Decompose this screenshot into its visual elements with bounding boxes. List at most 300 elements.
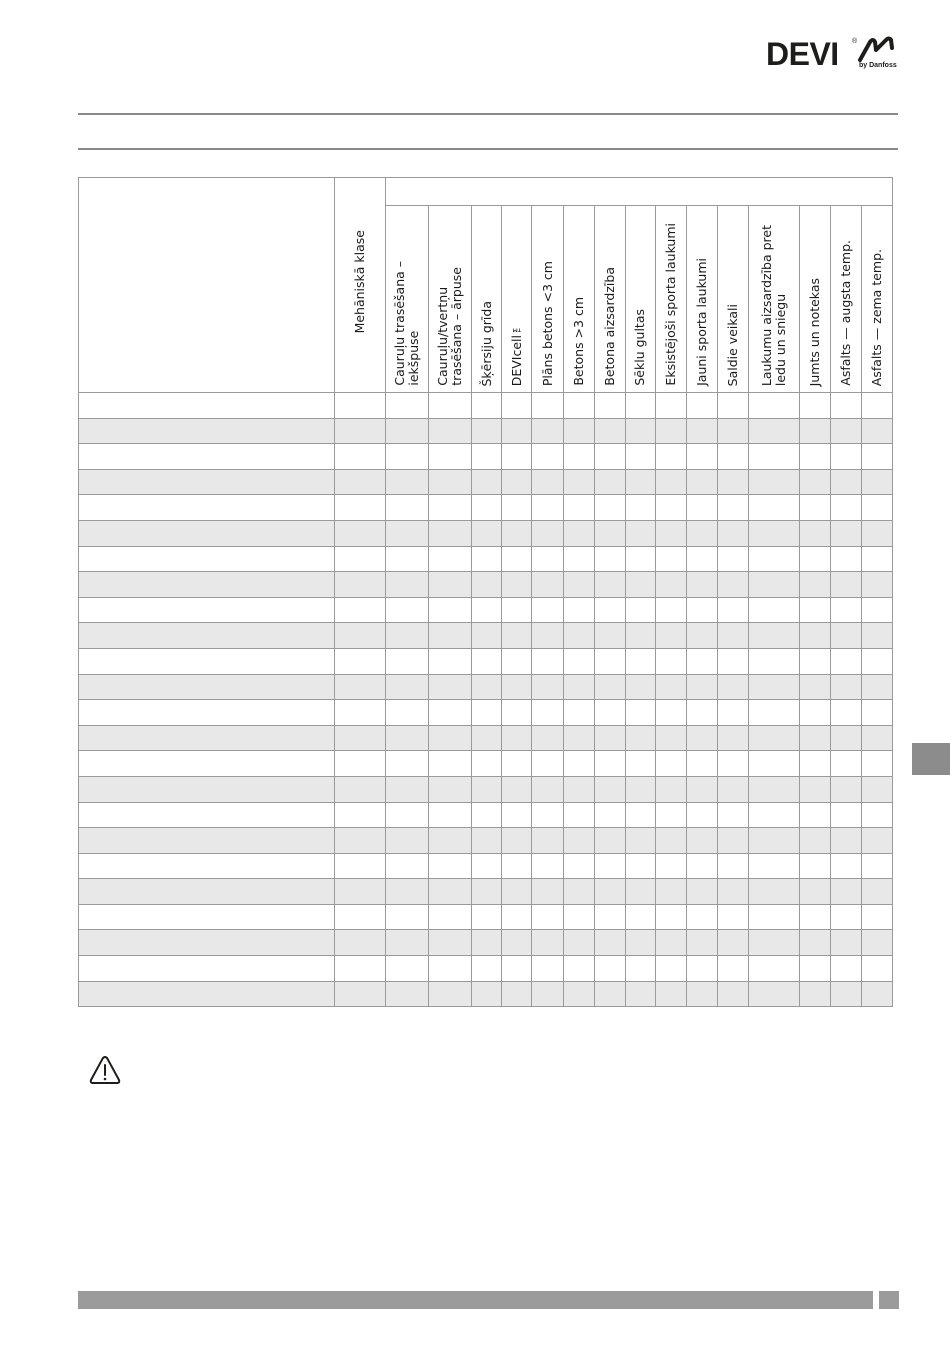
table-cell <box>472 597 502 623</box>
table-cell <box>686 930 717 956</box>
table-cell <box>502 623 532 649</box>
table-cell <box>429 572 472 598</box>
table-cell <box>502 393 532 419</box>
table-cell <box>386 623 429 649</box>
table-cell <box>799 674 830 700</box>
table-cell <box>386 444 429 470</box>
table-cell <box>717 393 748 419</box>
table-cell <box>563 648 594 674</box>
table-cell <box>79 904 335 930</box>
table-cell <box>594 444 625 470</box>
table-cell <box>472 623 502 649</box>
table-cell <box>655 495 686 521</box>
table-cell <box>532 828 563 854</box>
table-cell <box>799 802 830 828</box>
table-cell <box>655 572 686 598</box>
table-cell <box>748 930 799 956</box>
table-row <box>79 520 893 546</box>
table-cell <box>655 674 686 700</box>
table-cell <box>335 444 386 470</box>
table-cell <box>861 444 892 470</box>
table-cell <box>386 879 429 905</box>
table-cell <box>861 802 892 828</box>
table-cell <box>686 648 717 674</box>
table-cell <box>594 418 625 444</box>
table-cell <box>472 418 502 444</box>
table-cell <box>563 597 594 623</box>
table-cell <box>799 546 830 572</box>
table-row <box>79 981 893 1007</box>
table-cell <box>79 853 335 879</box>
table-cell <box>386 674 429 700</box>
table-cell <box>429 879 472 905</box>
table-cell <box>655 879 686 905</box>
table-cell <box>79 981 335 1007</box>
table-cell <box>625 648 655 674</box>
table-cell <box>386 597 429 623</box>
table-cell <box>861 393 892 419</box>
column-header-label: DEVIcell™ <box>508 319 524 386</box>
table-cell <box>799 930 830 956</box>
table-cell <box>532 546 563 572</box>
table-cell <box>686 751 717 777</box>
table-cell <box>502 495 532 521</box>
table-cell <box>686 802 717 828</box>
table-cell <box>625 725 655 751</box>
table-cell <box>655 648 686 674</box>
table-cell <box>335 981 386 1007</box>
table-cell <box>861 776 892 802</box>
table-cell <box>335 648 386 674</box>
table-row <box>79 853 893 879</box>
table-cell <box>502 674 532 700</box>
table-cell <box>563 572 594 598</box>
table-cell <box>79 393 335 419</box>
table-cell <box>799 904 830 930</box>
table-cell <box>472 674 502 700</box>
table-cell <box>625 751 655 777</box>
table-cell <box>79 956 335 982</box>
table-cell <box>686 623 717 649</box>
table-cell <box>748 700 799 726</box>
table-cell <box>655 418 686 444</box>
table-cell <box>502 469 532 495</box>
table-cell <box>686 418 717 444</box>
table-cell <box>563 981 594 1007</box>
table-cell <box>79 700 335 726</box>
table-cell <box>502 904 532 930</box>
column-header-label: Šķērsiju grīda <box>478 300 494 386</box>
table-cell <box>861 623 892 649</box>
table-cell <box>717 981 748 1007</box>
table-cell <box>717 418 748 444</box>
table-cell <box>594 520 625 546</box>
table-cell <box>717 930 748 956</box>
table-cell <box>717 802 748 828</box>
table-cell <box>429 828 472 854</box>
footer-page-square <box>879 1291 899 1309</box>
table-cell <box>830 674 861 700</box>
table-cell <box>830 572 861 598</box>
table-cell <box>799 520 830 546</box>
table-cell <box>799 776 830 802</box>
table-cell <box>655 930 686 956</box>
table-cell <box>799 393 830 419</box>
table-cell <box>386 546 429 572</box>
table-cell <box>861 930 892 956</box>
table-row <box>79 828 893 854</box>
table-cell <box>563 956 594 982</box>
table-cell <box>502 751 532 777</box>
table-cell <box>655 546 686 572</box>
table-cell <box>472 879 502 905</box>
table-cell <box>799 725 830 751</box>
table-cell <box>717 444 748 470</box>
table-cell <box>717 853 748 879</box>
table-cell <box>625 776 655 802</box>
table-cell <box>655 520 686 546</box>
table-cell <box>386 572 429 598</box>
column-header-label: Cauruļu/tvertņu trasēšana – ārpuse <box>435 267 465 386</box>
table-cell <box>799 700 830 726</box>
table-cell <box>472 572 502 598</box>
table-cell <box>335 776 386 802</box>
table-cell <box>502 725 532 751</box>
table-row <box>79 597 893 623</box>
table-cell <box>429 776 472 802</box>
table-cell <box>799 981 830 1007</box>
table-cell <box>335 802 386 828</box>
table-cell <box>429 597 472 623</box>
table-cell <box>429 904 472 930</box>
table-cell <box>799 572 830 598</box>
table-cell <box>717 469 748 495</box>
table-row <box>79 469 893 495</box>
table-cell <box>563 776 594 802</box>
table-row <box>79 776 893 802</box>
table-cell <box>625 597 655 623</box>
table-cell <box>429 546 472 572</box>
column-header-label: Eksistējoši sporta laukumi <box>662 223 678 386</box>
table-cell <box>686 956 717 982</box>
table-cell <box>686 776 717 802</box>
table-row <box>79 623 893 649</box>
table-cell <box>625 444 655 470</box>
header-rule-bottom <box>78 148 898 150</box>
table-cell <box>79 930 335 956</box>
column-header-4 <box>502 206 532 393</box>
table-cell <box>686 597 717 623</box>
table-cell <box>563 751 594 777</box>
table-cell <box>655 623 686 649</box>
table-row <box>79 444 893 470</box>
table-row <box>79 956 893 982</box>
table-cell <box>594 776 625 802</box>
table-cell <box>625 904 655 930</box>
table-cell <box>717 597 748 623</box>
table-cell <box>686 853 717 879</box>
table-cell <box>748 956 799 982</box>
column-header-10 <box>686 206 717 393</box>
table-cell <box>655 802 686 828</box>
table-cell <box>563 802 594 828</box>
brand-name: DEVI <box>766 36 839 72</box>
table-cell <box>429 674 472 700</box>
table-cell <box>861 597 892 623</box>
table-cell <box>717 776 748 802</box>
column-header-2 <box>429 206 472 393</box>
footer-bar <box>78 1291 873 1309</box>
table-row <box>79 700 893 726</box>
table-cell <box>429 469 472 495</box>
table-cell <box>532 520 563 546</box>
table-cell <box>594 751 625 777</box>
table-cell <box>563 853 594 879</box>
table-cell <box>861 674 892 700</box>
table-row <box>79 879 893 905</box>
table-cell <box>861 469 892 495</box>
table-cell <box>748 725 799 751</box>
table-cell <box>830 904 861 930</box>
table-cell <box>335 904 386 930</box>
table-cell <box>563 469 594 495</box>
table-cell <box>594 930 625 956</box>
table-cell <box>532 572 563 598</box>
table-cell <box>748 444 799 470</box>
table-cell <box>830 700 861 726</box>
table-cell <box>79 725 335 751</box>
table-cell <box>861 700 892 726</box>
table-cell <box>79 572 335 598</box>
table-cell <box>79 520 335 546</box>
table-cell <box>532 597 563 623</box>
table-cell <box>386 776 429 802</box>
table-cell <box>335 674 386 700</box>
table-cell <box>79 546 335 572</box>
table-cell <box>830 828 861 854</box>
group-header <box>386 178 893 206</box>
table-cell <box>748 623 799 649</box>
table-cell <box>625 956 655 982</box>
table-cell <box>386 418 429 444</box>
table-cell <box>625 700 655 726</box>
column-header-label: Jauni sporta laukumi <box>693 258 709 386</box>
table-cell <box>502 597 532 623</box>
table-cell <box>532 623 563 649</box>
table-cell <box>472 930 502 956</box>
table-cell <box>563 546 594 572</box>
table-cell <box>532 751 563 777</box>
table-cell <box>861 418 892 444</box>
table-cell <box>386 725 429 751</box>
table-cell <box>686 469 717 495</box>
table-cell <box>335 725 386 751</box>
table-cell <box>563 418 594 444</box>
table-cell <box>717 904 748 930</box>
table-cell <box>563 904 594 930</box>
table-cell <box>830 546 861 572</box>
table-cell <box>830 776 861 802</box>
column-header-label: Jumts un notekas <box>806 277 822 386</box>
table-cell <box>830 879 861 905</box>
table-cell <box>717 520 748 546</box>
table-cell <box>502 981 532 1007</box>
table-cell <box>429 520 472 546</box>
table-cell <box>625 546 655 572</box>
table-cell <box>563 725 594 751</box>
table-cell <box>502 879 532 905</box>
table-cell <box>625 879 655 905</box>
table-cell <box>532 930 563 956</box>
table-cell <box>748 802 799 828</box>
table-cell <box>594 700 625 726</box>
table-cell <box>429 930 472 956</box>
table-cell <box>335 623 386 649</box>
warning-triangle-icon <box>88 1054 122 1086</box>
table-cell <box>748 546 799 572</box>
column-header-14 <box>830 206 861 393</box>
table-cell <box>594 597 625 623</box>
table-cell <box>799 751 830 777</box>
table-cell <box>717 648 748 674</box>
table-cell <box>472 776 502 802</box>
table-cell <box>748 469 799 495</box>
column-header-12 <box>748 206 799 393</box>
table-cell <box>799 495 830 521</box>
table-cell <box>429 418 472 444</box>
table-cell <box>830 930 861 956</box>
table-cell <box>830 648 861 674</box>
table-row <box>79 674 893 700</box>
table-cell <box>799 853 830 879</box>
table-cell <box>532 981 563 1007</box>
table-cell <box>532 674 563 700</box>
devi-wave-icon <box>856 36 900 64</box>
table-cell <box>861 495 892 521</box>
table-cell <box>686 674 717 700</box>
mech-class-header <box>335 178 386 393</box>
table-cell <box>861 828 892 854</box>
table-cell <box>429 444 472 470</box>
table-cell <box>386 700 429 726</box>
column-header-label: Saldie veikali <box>724 303 740 386</box>
table-cell <box>386 751 429 777</box>
table-cell <box>335 495 386 521</box>
table-cell <box>335 828 386 854</box>
table-cell <box>563 393 594 419</box>
table-cell <box>686 904 717 930</box>
table-cell <box>429 853 472 879</box>
table-cell <box>594 981 625 1007</box>
table-cell <box>79 648 335 674</box>
table-cell <box>532 700 563 726</box>
table-cell <box>655 725 686 751</box>
table-cell <box>655 776 686 802</box>
table-cell <box>502 572 532 598</box>
brand-by: by Danfoss <box>859 62 897 69</box>
table-cell <box>429 623 472 649</box>
table-cell <box>655 904 686 930</box>
table-cell <box>686 444 717 470</box>
table-cell <box>686 520 717 546</box>
table-cell <box>472 853 502 879</box>
table-cell <box>472 802 502 828</box>
table-cell <box>472 751 502 777</box>
table-cell <box>799 469 830 495</box>
table-cell <box>429 751 472 777</box>
table-cell <box>563 623 594 649</box>
table-cell <box>625 418 655 444</box>
table-cell <box>625 469 655 495</box>
table-cell <box>502 648 532 674</box>
table-cell <box>79 879 335 905</box>
table-cell <box>335 853 386 879</box>
table-cell <box>655 469 686 495</box>
table-cell <box>655 393 686 419</box>
column-header-11 <box>717 206 748 393</box>
table-cell <box>748 981 799 1007</box>
mech-class-label: Mehāniskā klase <box>352 230 368 334</box>
table-cell <box>655 956 686 982</box>
table-cell <box>799 648 830 674</box>
table-cell <box>532 956 563 982</box>
table-cell <box>594 623 625 649</box>
table-cell <box>748 674 799 700</box>
table-cell <box>861 751 892 777</box>
table-row <box>79 418 893 444</box>
table-cell <box>830 725 861 751</box>
table-cell <box>625 828 655 854</box>
table-cell <box>799 418 830 444</box>
table-cell <box>861 572 892 598</box>
table-cell <box>335 520 386 546</box>
table-cell <box>386 828 429 854</box>
table-cell <box>830 981 861 1007</box>
table-cell <box>861 648 892 674</box>
table-cell <box>386 520 429 546</box>
table-cell <box>532 776 563 802</box>
table-cell <box>502 930 532 956</box>
table-cell <box>861 879 892 905</box>
table-cell <box>799 444 830 470</box>
table-cell <box>79 674 335 700</box>
table-cell <box>472 393 502 419</box>
table-cell <box>861 546 892 572</box>
column-header-label: Cauruļu trasēšana – iekšpuse <box>392 261 422 386</box>
table-cell <box>386 930 429 956</box>
table-cell <box>594 674 625 700</box>
table-cell <box>335 469 386 495</box>
table-cell <box>594 956 625 982</box>
column-header-9 <box>655 206 686 393</box>
table-cell <box>594 802 625 828</box>
table-cell <box>79 828 335 854</box>
table-cell <box>502 444 532 470</box>
table-cell <box>686 981 717 1007</box>
table-cell <box>386 648 429 674</box>
table-cell <box>655 444 686 470</box>
table-row <box>79 725 893 751</box>
table-cell <box>799 828 830 854</box>
column-header-1 <box>386 206 429 393</box>
table-cell <box>79 751 335 777</box>
table-cell <box>335 751 386 777</box>
column-header-8 <box>625 206 655 393</box>
table-cell <box>335 956 386 982</box>
table-cell <box>502 520 532 546</box>
table-cell <box>748 520 799 546</box>
table-cell <box>625 393 655 419</box>
